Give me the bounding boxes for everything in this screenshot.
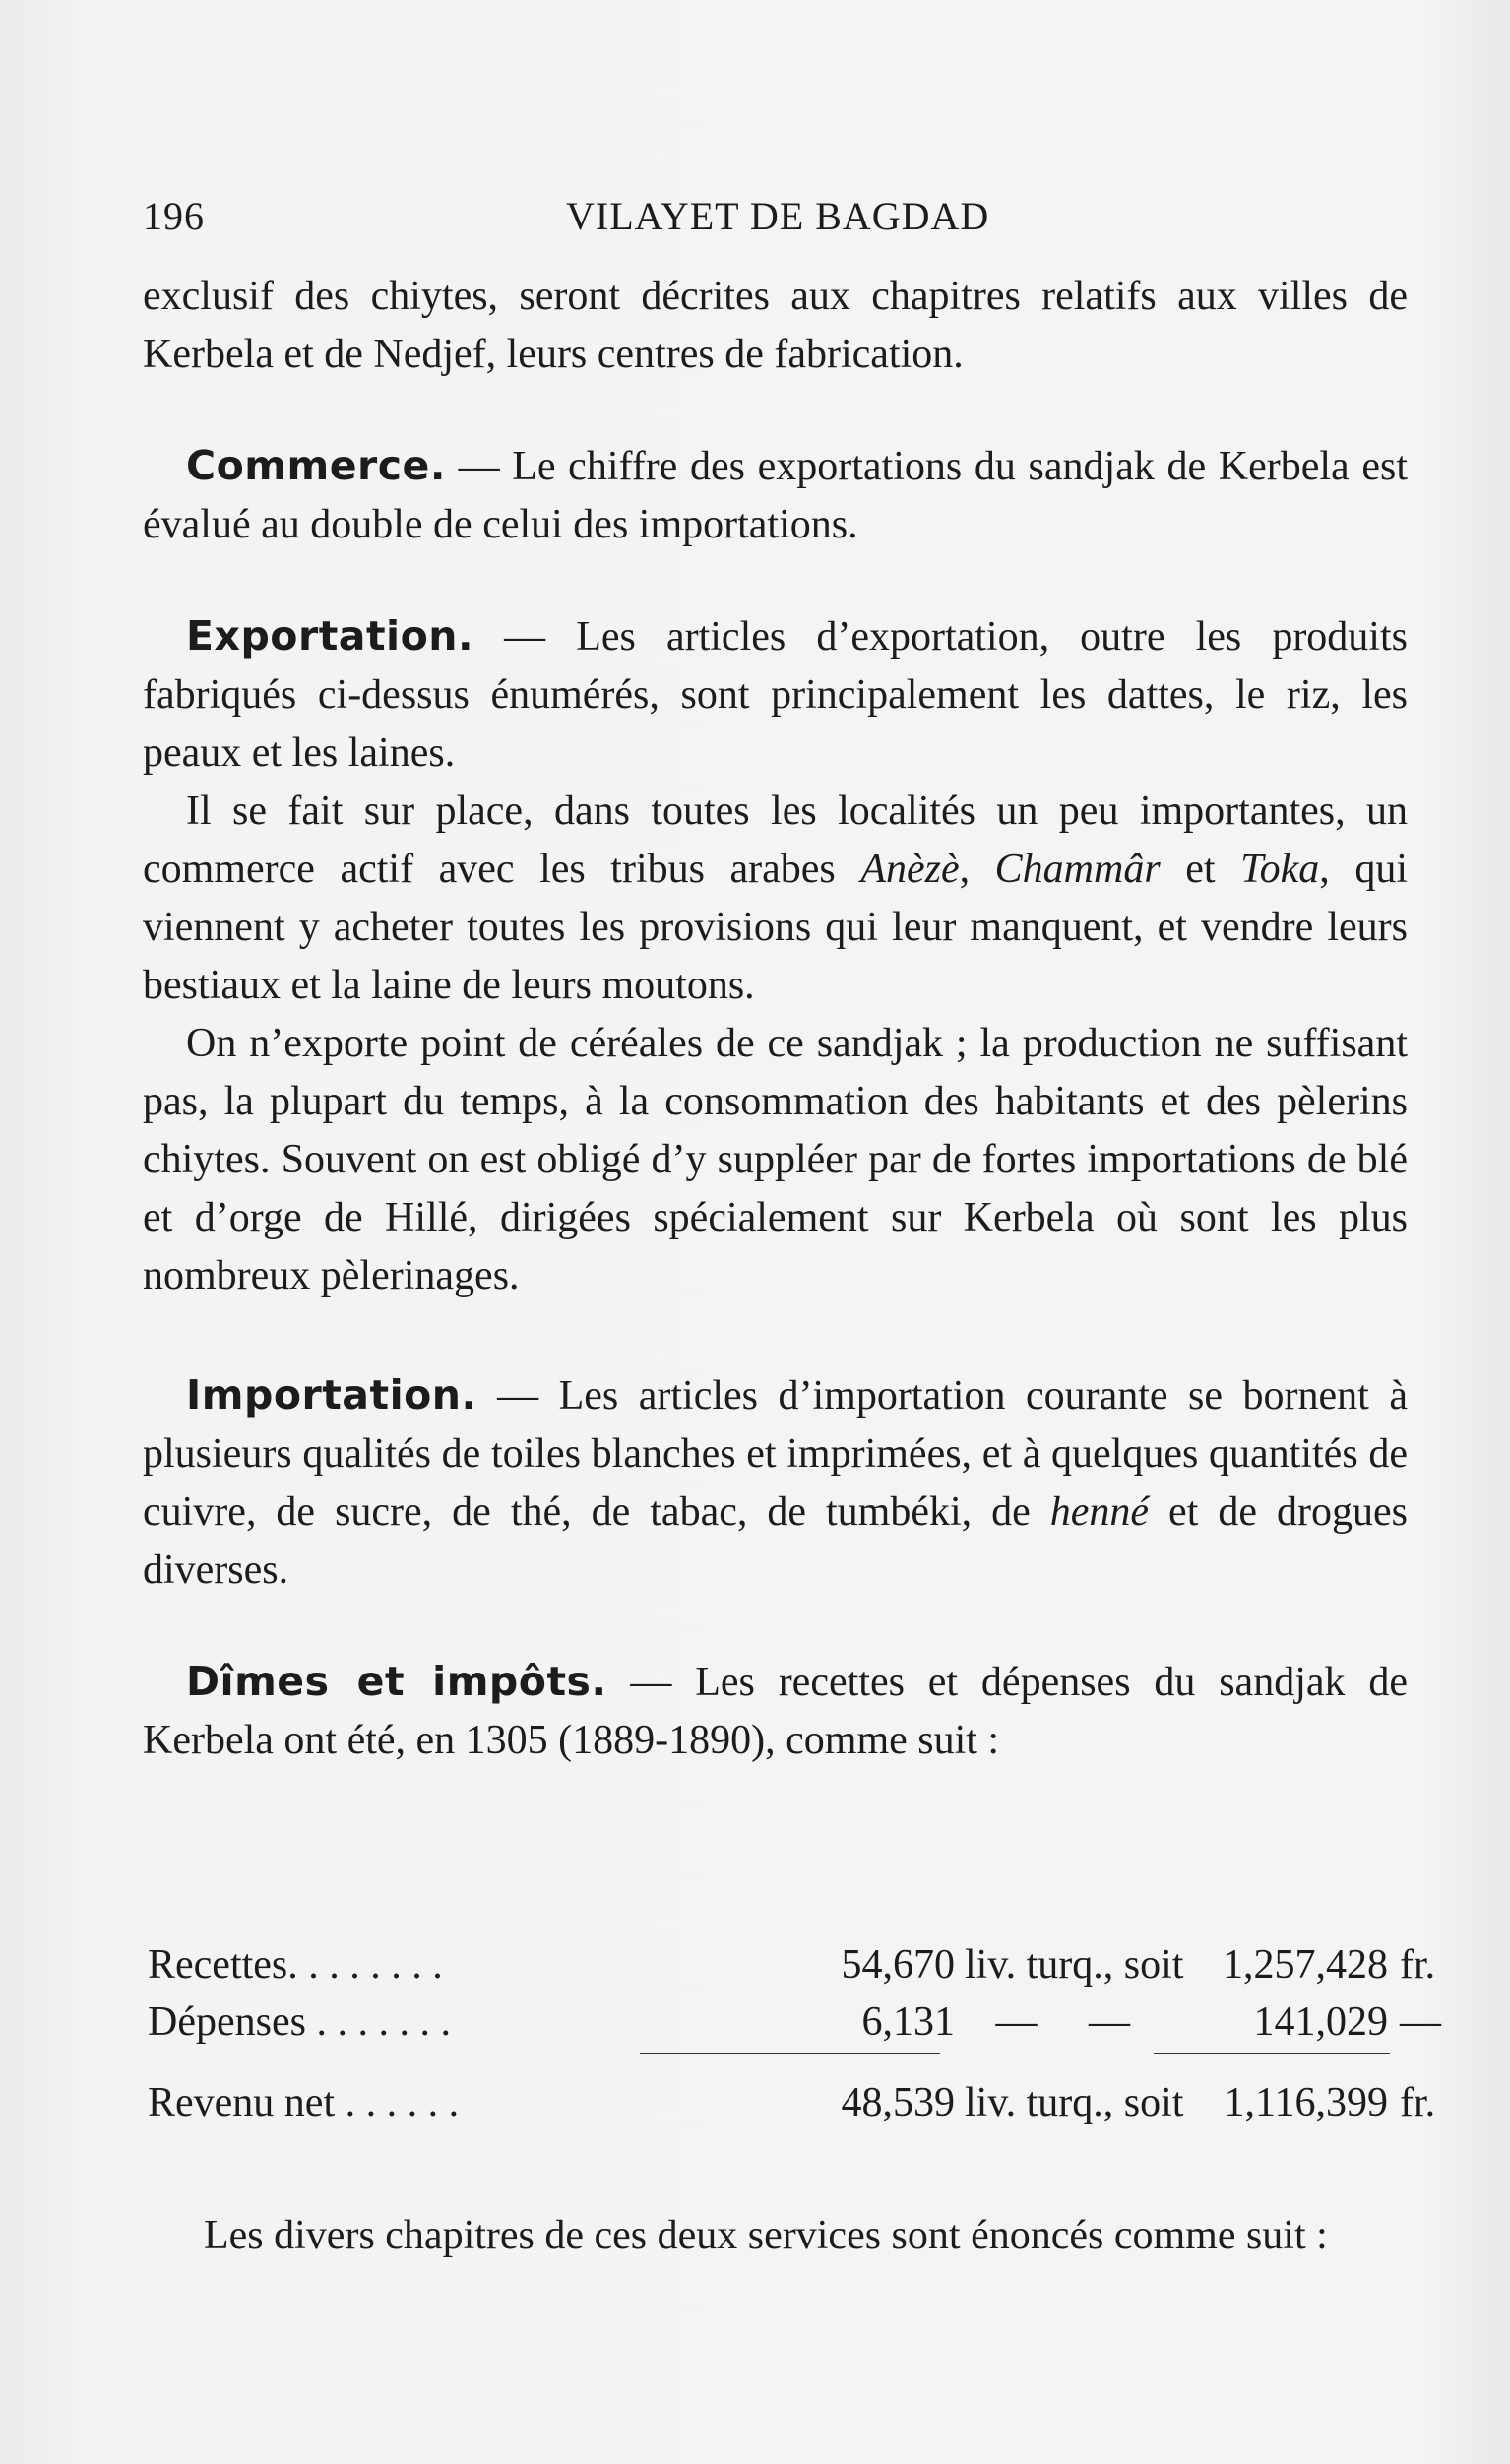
accounts-row-depenses [148, 1998, 1441, 2053]
paragraph-exportation [143, 607, 1408, 783]
paragraph-tribes [143, 783, 1408, 1015]
paragraph-text: — Les recettes et dépenses du sandjak de Kerbela ont été, en 1305 (1889-1890), comme suit : [143, 1660, 1408, 1763]
accounts-row-revenu-net [148, 2079, 1436, 2134]
paragraph-text: On n’exporte point de céréales de ce sandjak ; la production ne suffisant pas, la plupart du temps, à la consommation des habitants et des pèlerins chiytes. Souvent on est obligé d’y suppléer par de fortes importations de blé et d’orge de Hillé, dirigées spécialement sur Kerbela où sont les plus nombreux pèlerinages. [143, 1021, 1408, 1298]
paragraph-importation [143, 1366, 1408, 1600]
closing-paragraph [143, 2205, 1413, 2266]
row-francs: 1,257,428 [1223, 1942, 1388, 1988]
row-suffix: fr. [1400, 2080, 1436, 2125]
row-label: Recettes. . . . . . . . [148, 1942, 443, 1988]
row-unit: liv. turq., soit [965, 1942, 1184, 1988]
paragraph-text: , [959, 847, 995, 892]
paragraph-dimes [143, 1653, 1408, 1770]
paragraph-text: — Le chiffre des exportations du sandjak de Kerbela est évalué au double de celui des importations. [143, 444, 1408, 547]
section-heading-dimes: Dîmes et impôts. [186, 1658, 607, 1705]
row-francs: 1,116,399 [1224, 2080, 1388, 2125]
running-title: VILAYET DE BAGDAD [566, 194, 990, 238]
accounts-row-recettes [148, 1941, 1436, 1996]
page-number: 196 [143, 194, 205, 238]
row-label: Revenu net . . . . . . [148, 2080, 460, 2125]
row-unit: liv. turq., soit [965, 2080, 1184, 2125]
paragraph-text: Il se fait sur place, dans toutes les localités un peu importantes, un commerce actif avec les tribus arabes [143, 789, 1408, 892]
paragraph-text: et de drogues diverses. [143, 1489, 1408, 1593]
paragraph-fabrication [143, 268, 1408, 384]
section-heading-exportation: Exportation. [186, 612, 474, 660]
section-heading-commerce: Commerce. [186, 442, 446, 489]
row-amount: 6,131 [861, 1999, 955, 2045]
paragraph-text: exclusif des chiytes, seront décrites aux chapitres relatifs aux villes de Kerbela et de Nedjef, leurs centres de fabrication. [143, 274, 1408, 377]
body-text [143, 268, 1408, 1770]
row-suffix: — [1400, 1999, 1441, 2045]
row-unit: — — [965, 1999, 1130, 2045]
running-head [143, 193, 1314, 242]
sum-rule-livres [640, 2053, 940, 2054]
paragraph-text: et [1160, 847, 1241, 892]
paragraph-text: , qui viennent y acheter toutes les provisions qui leur manquent, et vendre leurs bestiaux et la laine de leurs moutons. [143, 847, 1409, 1008]
sum-rule-francs [1154, 2053, 1390, 2054]
paragraph-commerce [143, 437, 1408, 554]
row-label: Dépenses . . . . . . . [148, 1999, 451, 2045]
paragraph-cereals [143, 1015, 1408, 1305]
italic-term: henné [1049, 1489, 1150, 1535]
section-heading-importation: Importation. [186, 1371, 477, 1419]
row-amount: 54,670 [841, 1942, 955, 1988]
tribe-name: Anèzè [860, 847, 960, 892]
tribe-name: Toka [1240, 847, 1320, 892]
row-amount: 48,539 [841, 2080, 955, 2125]
paragraph-text: — Les articles d’importation courante se bornent à plusieurs qualités de toiles blanches et imprimées, et à quelques quantités de cuivre, de sucre, de thé, de tabac, de tumbéki, de [143, 1373, 1408, 1535]
row-suffix: fr. [1400, 1942, 1436, 1988]
tribe-name: Chammâr [994, 847, 1161, 892]
paragraph-text: — Les articles d’exportation, outre les produits fabriqués ci-dessus énumérés, sont principalement les dattes, le riz, les peaux et les laines. [143, 614, 1408, 776]
row-francs: 141,029 [1253, 1999, 1388, 2045]
paragraph-text: Les divers chapitres de ces deux services sont énoncés comme suit : [204, 2213, 1328, 2258]
